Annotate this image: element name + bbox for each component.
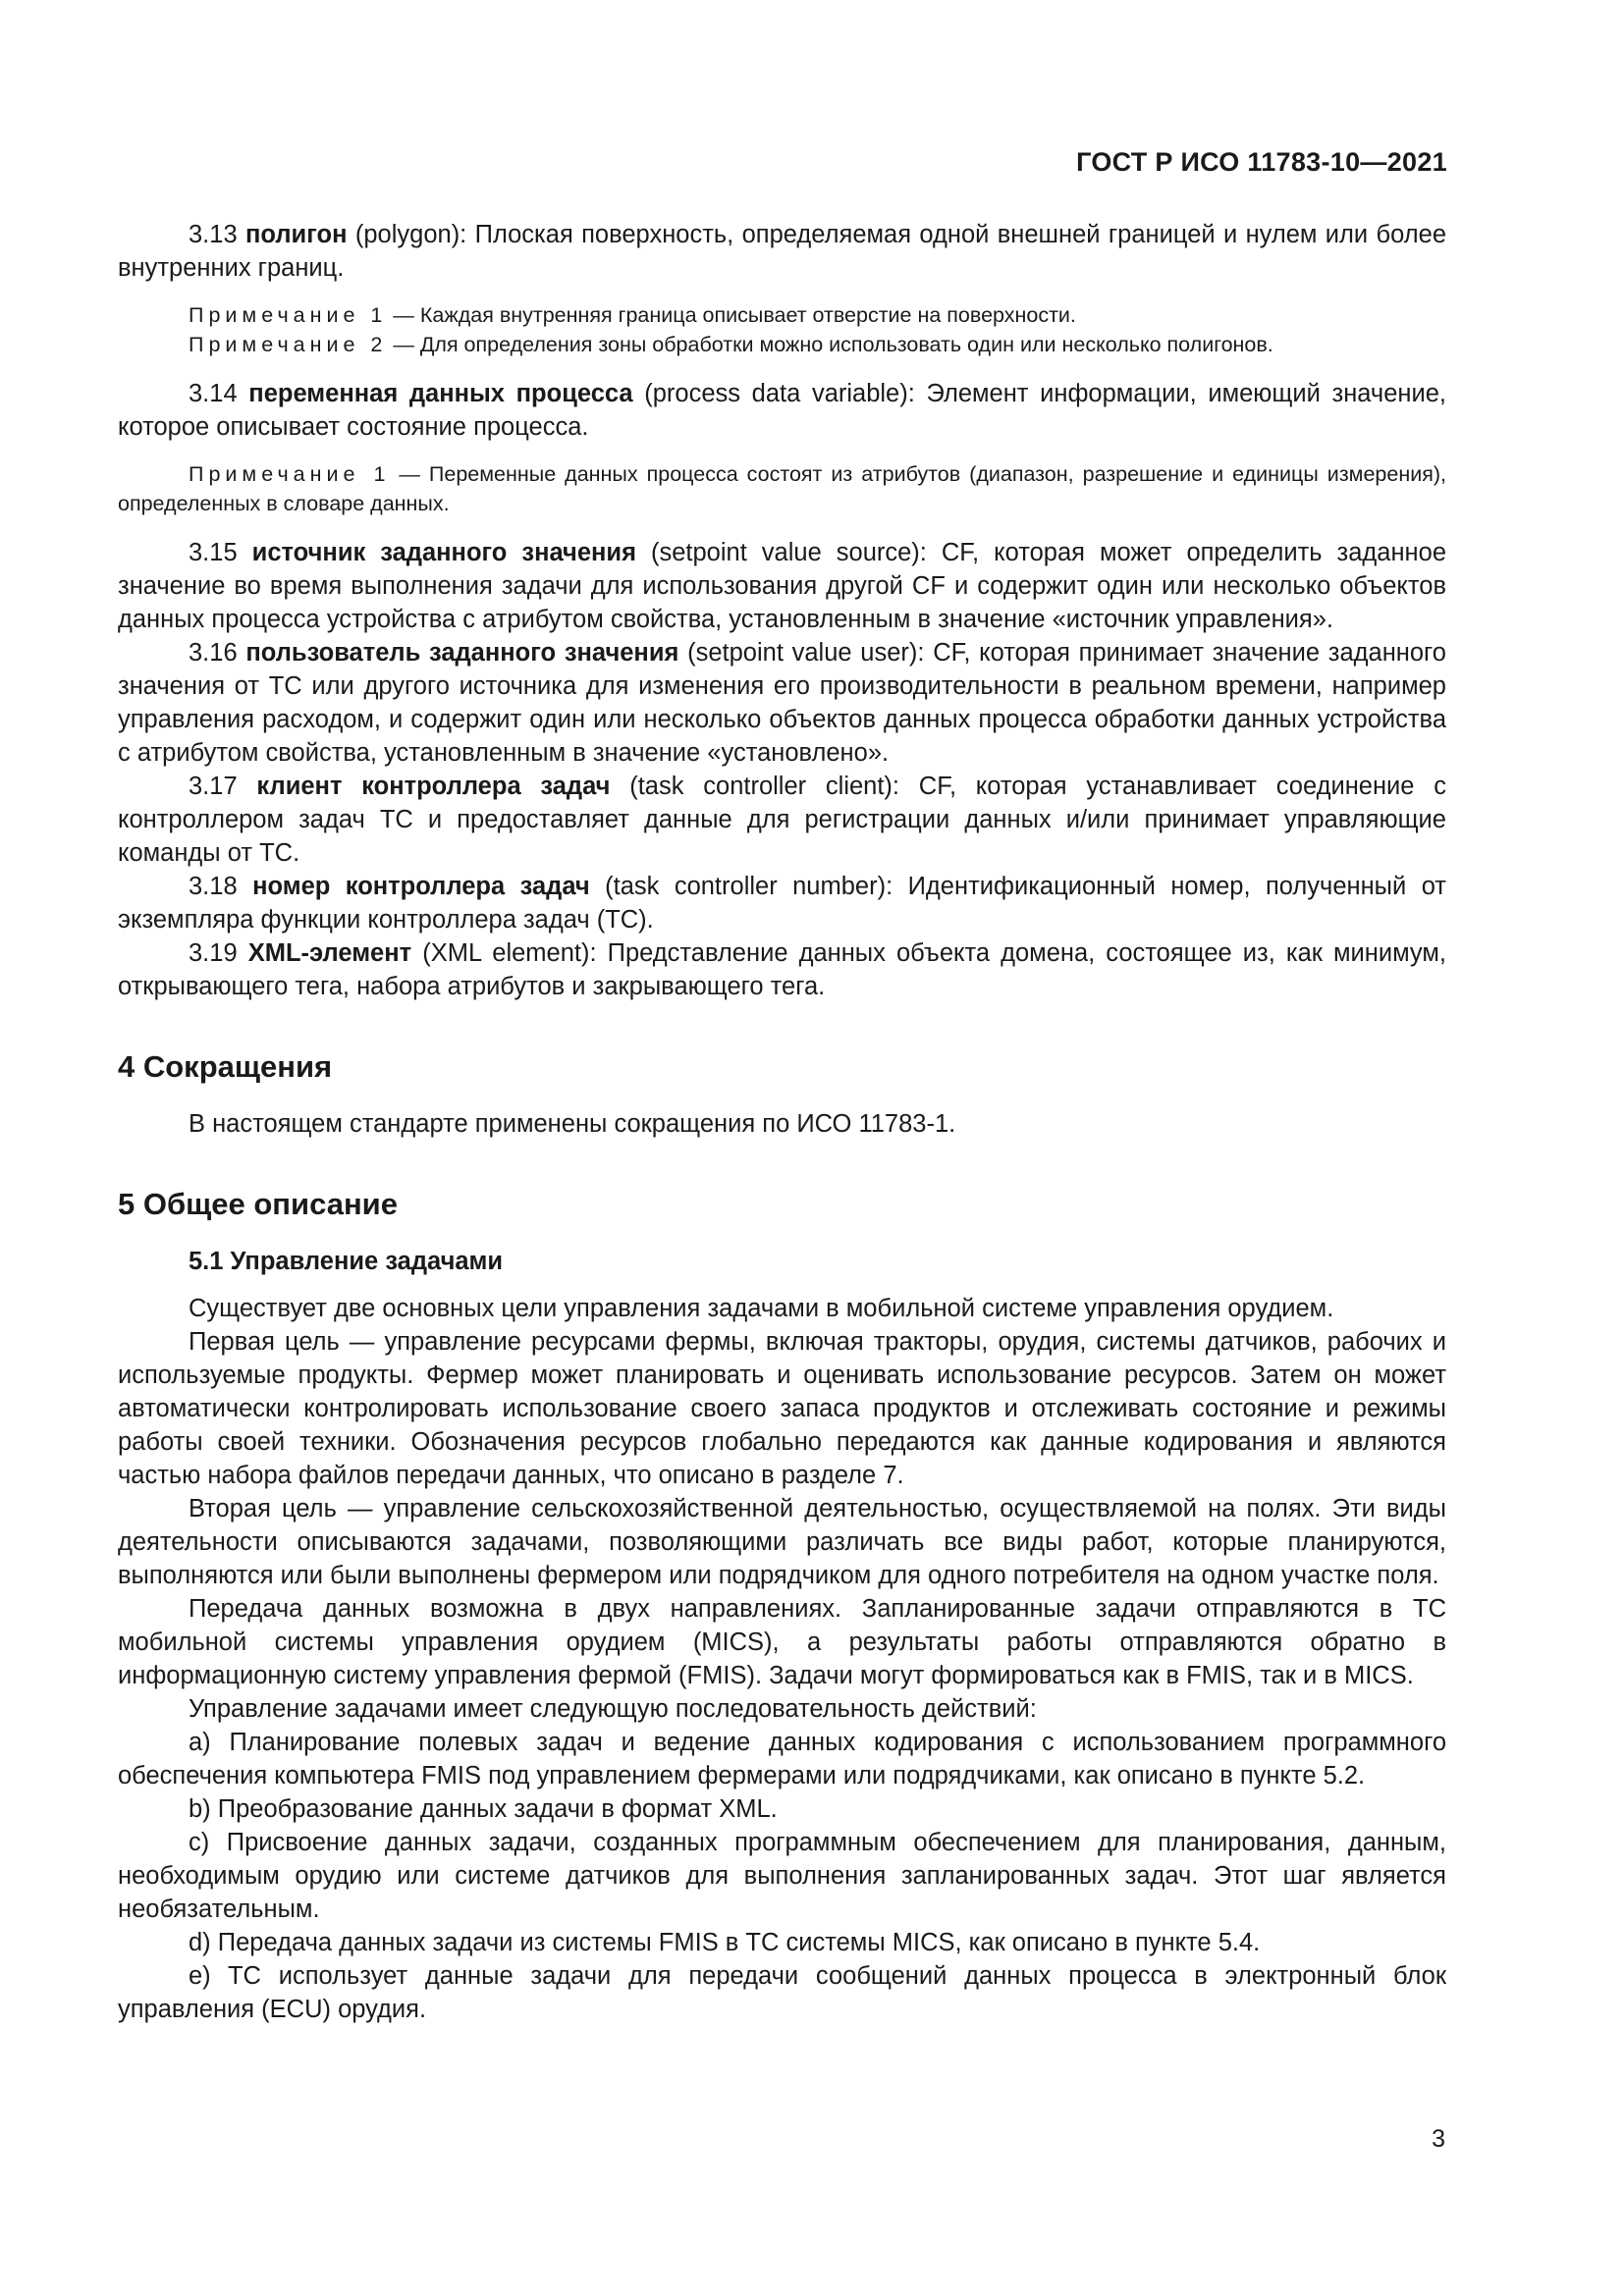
term-definition: (task controller number): Идентификационный номер, полученный от экземпляра функции контроллера задач (TC). <box>118 873 1446 934</box>
section-5-paragraph: Существует две основных цели управления задачами в мобильной системе управления орудием. <box>189 1295 1334 1322</box>
term-title: пользователь заданного значения <box>245 639 679 667</box>
term-title: XML-элемент <box>247 939 412 967</box>
notes-3-14 <box>118 459 1446 518</box>
standard-code-header: ГОСТ Р ИСО 11783-10—2021 <box>1076 147 1447 177</box>
note <box>118 459 1446 518</box>
term-definition: (setpoint value source): CF, которая может определить заданное значение во время выполнения задачи для использования другой CF и содержит один или несколько объектов данных процесса устройства с атрибутом свойства, установленным в значение «источник управления». <box>118 539 1447 633</box>
term-3-16 <box>118 636 1446 770</box>
note <box>118 330 1446 359</box>
section-5-paragraph: Первая цель — управление ресурсами фермы, включая тракторы, орудия, системы датчиков, рабочих и используемые продукты. Фермер может планировать и оценивать использование ресурсов. Затем он может автоматически контролировать использование своего запаса продуктов и отслеживать состояние и режимы работы своей техники. Обозначения ресурсов глобально передаются как данные кодирования и являются частью набора файлов передачи данных, что описано в разделе 7. <box>118 1328 1446 1489</box>
term-3-14 <box>118 377 1446 444</box>
term-title: номер контроллера задач <box>252 873 590 900</box>
term-definition: (polygon): Плоская поверхность, определяемая одной внешней границей и нулем или более внутренних границ. <box>118 221 1447 282</box>
term-number: 3.19 <box>189 939 238 967</box>
section-5-paragraph: Передача данных возможна в двух направлениях. Запланированные задачи отправляются в TC мобильной системы управления орудием (MICS), а результаты работы отправляются обратно в информационную систему управления фермой (FMIS). Задачи могут формироваться как в FMIS, так и в MICS. <box>118 1595 1446 1689</box>
section-heading-5: 5 Общее описание <box>118 1187 398 1221</box>
list-item-e: e) TC использует данные задачи для передачи сообщений данных процесса в электронный блок управления (ECU) орудия. <box>118 1962 1446 2023</box>
term-number: 3.13 <box>189 221 238 248</box>
page-number: 3 <box>1432 2125 1445 2153</box>
list-item-c: c) Присвоение данных задачи, созданных программным обеспечением для планирования, данным, необходимым орудию или системе датчиков для выполнения запланированных задач. Этот шаг является необязательным. <box>118 1829 1446 1923</box>
term-definition: (setpoint value user): CF, которая принимает значение заданного значения от TC или другого источника для изменения его производительности в реальном времени, например управления расходом, и содержит один или несколько объектов данных процесса обработки данных устройства с атрибутом свойства, установленным в значение «установлено». <box>118 639 1446 767</box>
list-item-d: d) Передача данных задачи из системы FMIS в TC системы MICS, как описано в пункте 5.4. <box>189 1929 1261 1956</box>
term-definition: (XML element): Представление данных объекта домена, состоящее из, как минимум, открывающего тега, набора атрибутов и закрывающего тега. <box>118 939 1446 1000</box>
note-text: — Переменные данных процесса состоят из атрибутов (диапазон, разрешение и единицы измерения), определенных в словаре данных. <box>118 462 1446 515</box>
term-3-15 <box>118 536 1446 636</box>
term-title: источник заданного значения <box>251 539 636 566</box>
section-heading-4: 4 Сокращения <box>118 1049 333 1084</box>
term-number: 3.17 <box>189 773 238 800</box>
list-item-a: a) Планирование полевых задач и ведение данных кодирования с использованием программного обеспечения компьютера FMIS под управлением фермерами или подрядчиками, как описано в пункте 5.2. <box>118 1729 1446 1789</box>
note-label: Примечание 1 <box>189 462 391 486</box>
section-4-text: В настоящем стандарте применены сокращения по ИСО 11783-1. <box>189 1110 956 1138</box>
notes-3-13 <box>118 300 1446 359</box>
term-title: клиент контроллера задач <box>256 773 611 800</box>
note-label: Примечание 2 <box>189 333 388 356</box>
term-title: переменная данных процесса <box>248 380 633 407</box>
list-item-b: b) Преобразование данных задачи в формат XML. <box>189 1795 778 1823</box>
section-5-paragraph: Управление задачами имеет следующую последовательность действий: <box>189 1695 1037 1723</box>
term-definition: (task controller client): CF, которая устанавливает соединение с контроллером задач TC и предоставляет данные для регистрации данных и/или принимает управляющие команды от TC. <box>118 773 1446 867</box>
term-title: полигон <box>245 221 348 248</box>
note-text: — Каждая внутренняя граница описывает отверстие на поверхности. <box>393 303 1076 327</box>
section-5-paragraph: Вторая цель — управление сельскохозяйственной деятельностью, осуществляемой на полях. Эти виды деятельности описываются задачами, позволяющими различать все виды работ, которые планируются, выполняются или были выполнены фермером или подрядчиком для одного потребителя на одном участке поля. <box>118 1495 1446 1589</box>
term-3-19 <box>118 936 1446 1003</box>
page-content <box>118 218 1446 2026</box>
term-number: 3.16 <box>189 639 238 667</box>
term-number: 3.15 <box>189 539 238 566</box>
term-number: 3.14 <box>189 380 238 407</box>
note-text: — Для определения зоны обработки можно использовать один или несколько полигонов. <box>393 333 1273 356</box>
term-3-17 <box>118 770 1446 870</box>
subsection-heading-5-1: 5.1 Управление задачами <box>189 1248 504 1275</box>
note <box>118 300 1446 330</box>
term-definition: (process data variable): Элемент информации, имеющий значение, которое описывает состояние процесса. <box>118 380 1446 441</box>
term-3-18 <box>118 870 1446 936</box>
term-number: 3.18 <box>189 873 238 900</box>
term-3-13 <box>118 218 1446 285</box>
note-label: Примечание 1 <box>189 303 388 327</box>
